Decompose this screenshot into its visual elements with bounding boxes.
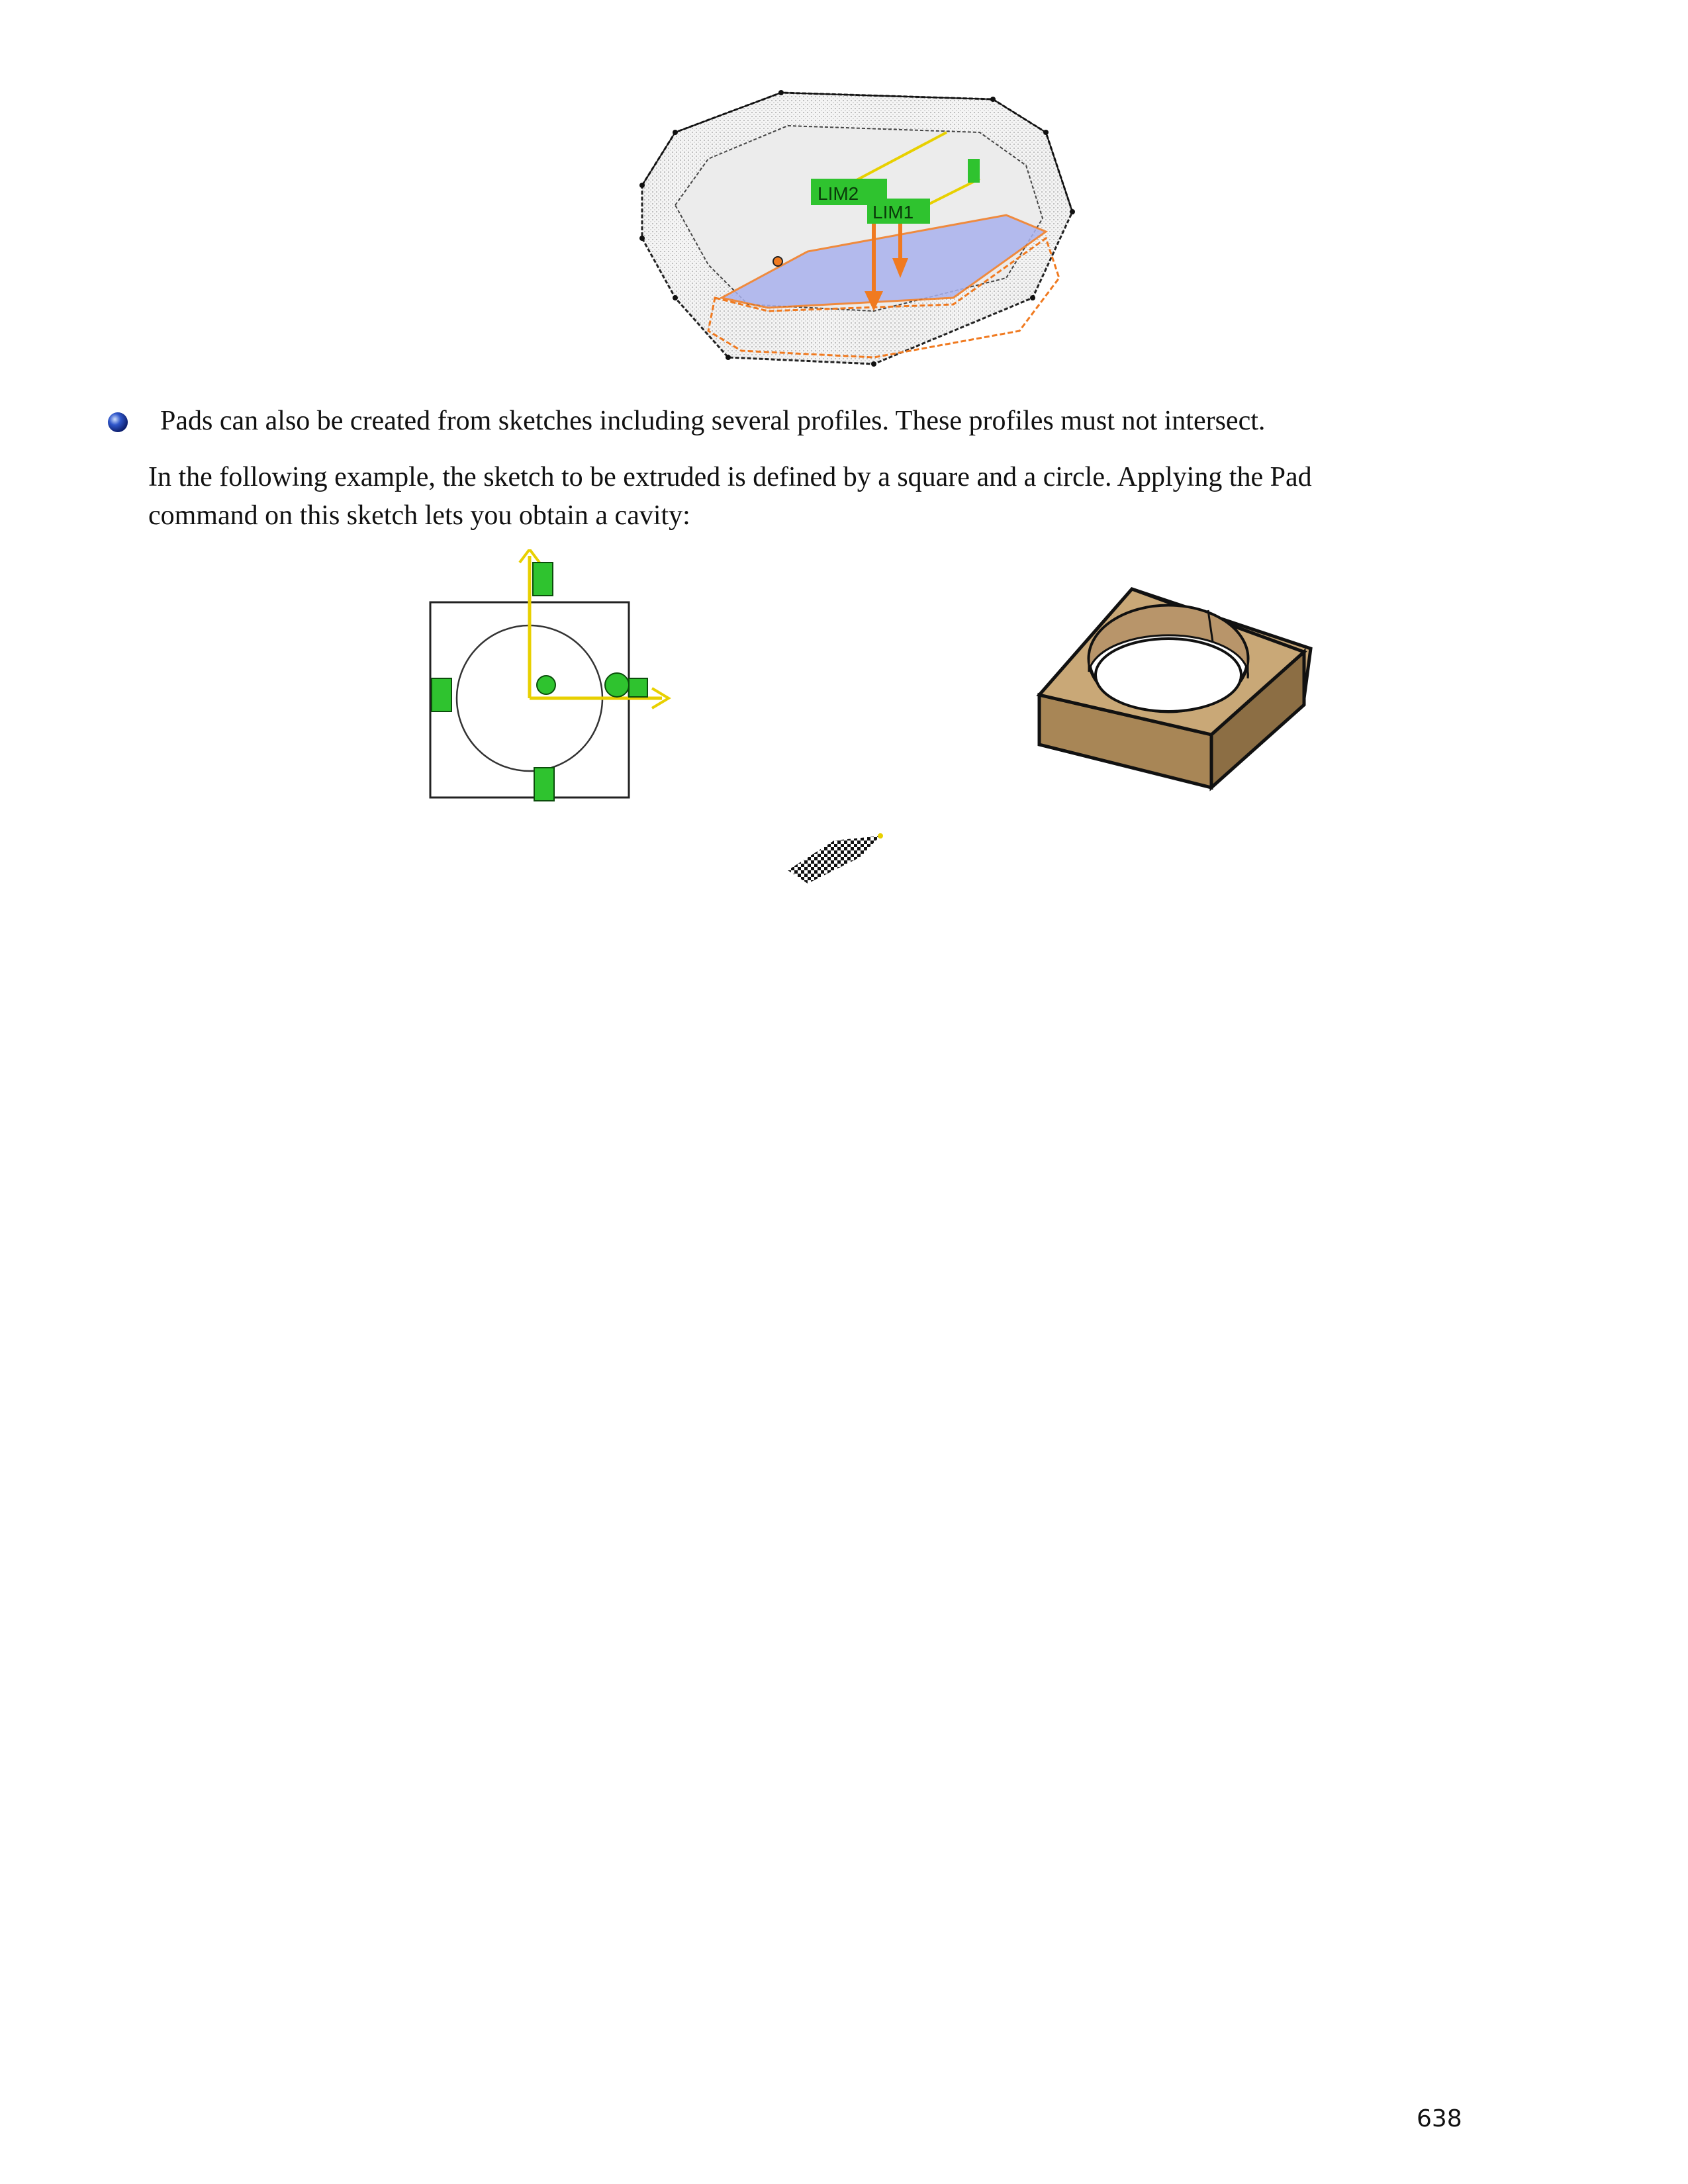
figure-checker-artifact [781,831,900,910]
figure-pad-cavity-block [1033,569,1337,807]
lim1-label: LIM1 [872,202,914,222]
figure-sketch-square-circle [417,549,695,814]
paragraph-line-1: In the following example, the sketch to be extruded is defined by a square and a circle. Applying the Pad [148,462,1312,492]
bullet-sphere-icon [106,410,130,434]
figure-hexagon-pad [635,79,1112,384]
lim2-label: LIM2 [818,183,859,204]
body-paragraph [148,458,1406,535]
paragraph-line-2: command on this sketch lets you obtain a cavity: [148,500,690,531]
page-number: 638 [1417,2105,1462,2132]
bullet-item [106,401,1430,441]
bullet-text: Pads can also be created from sketches including several profiles. These profiles must not intersect. [160,406,1266,436]
